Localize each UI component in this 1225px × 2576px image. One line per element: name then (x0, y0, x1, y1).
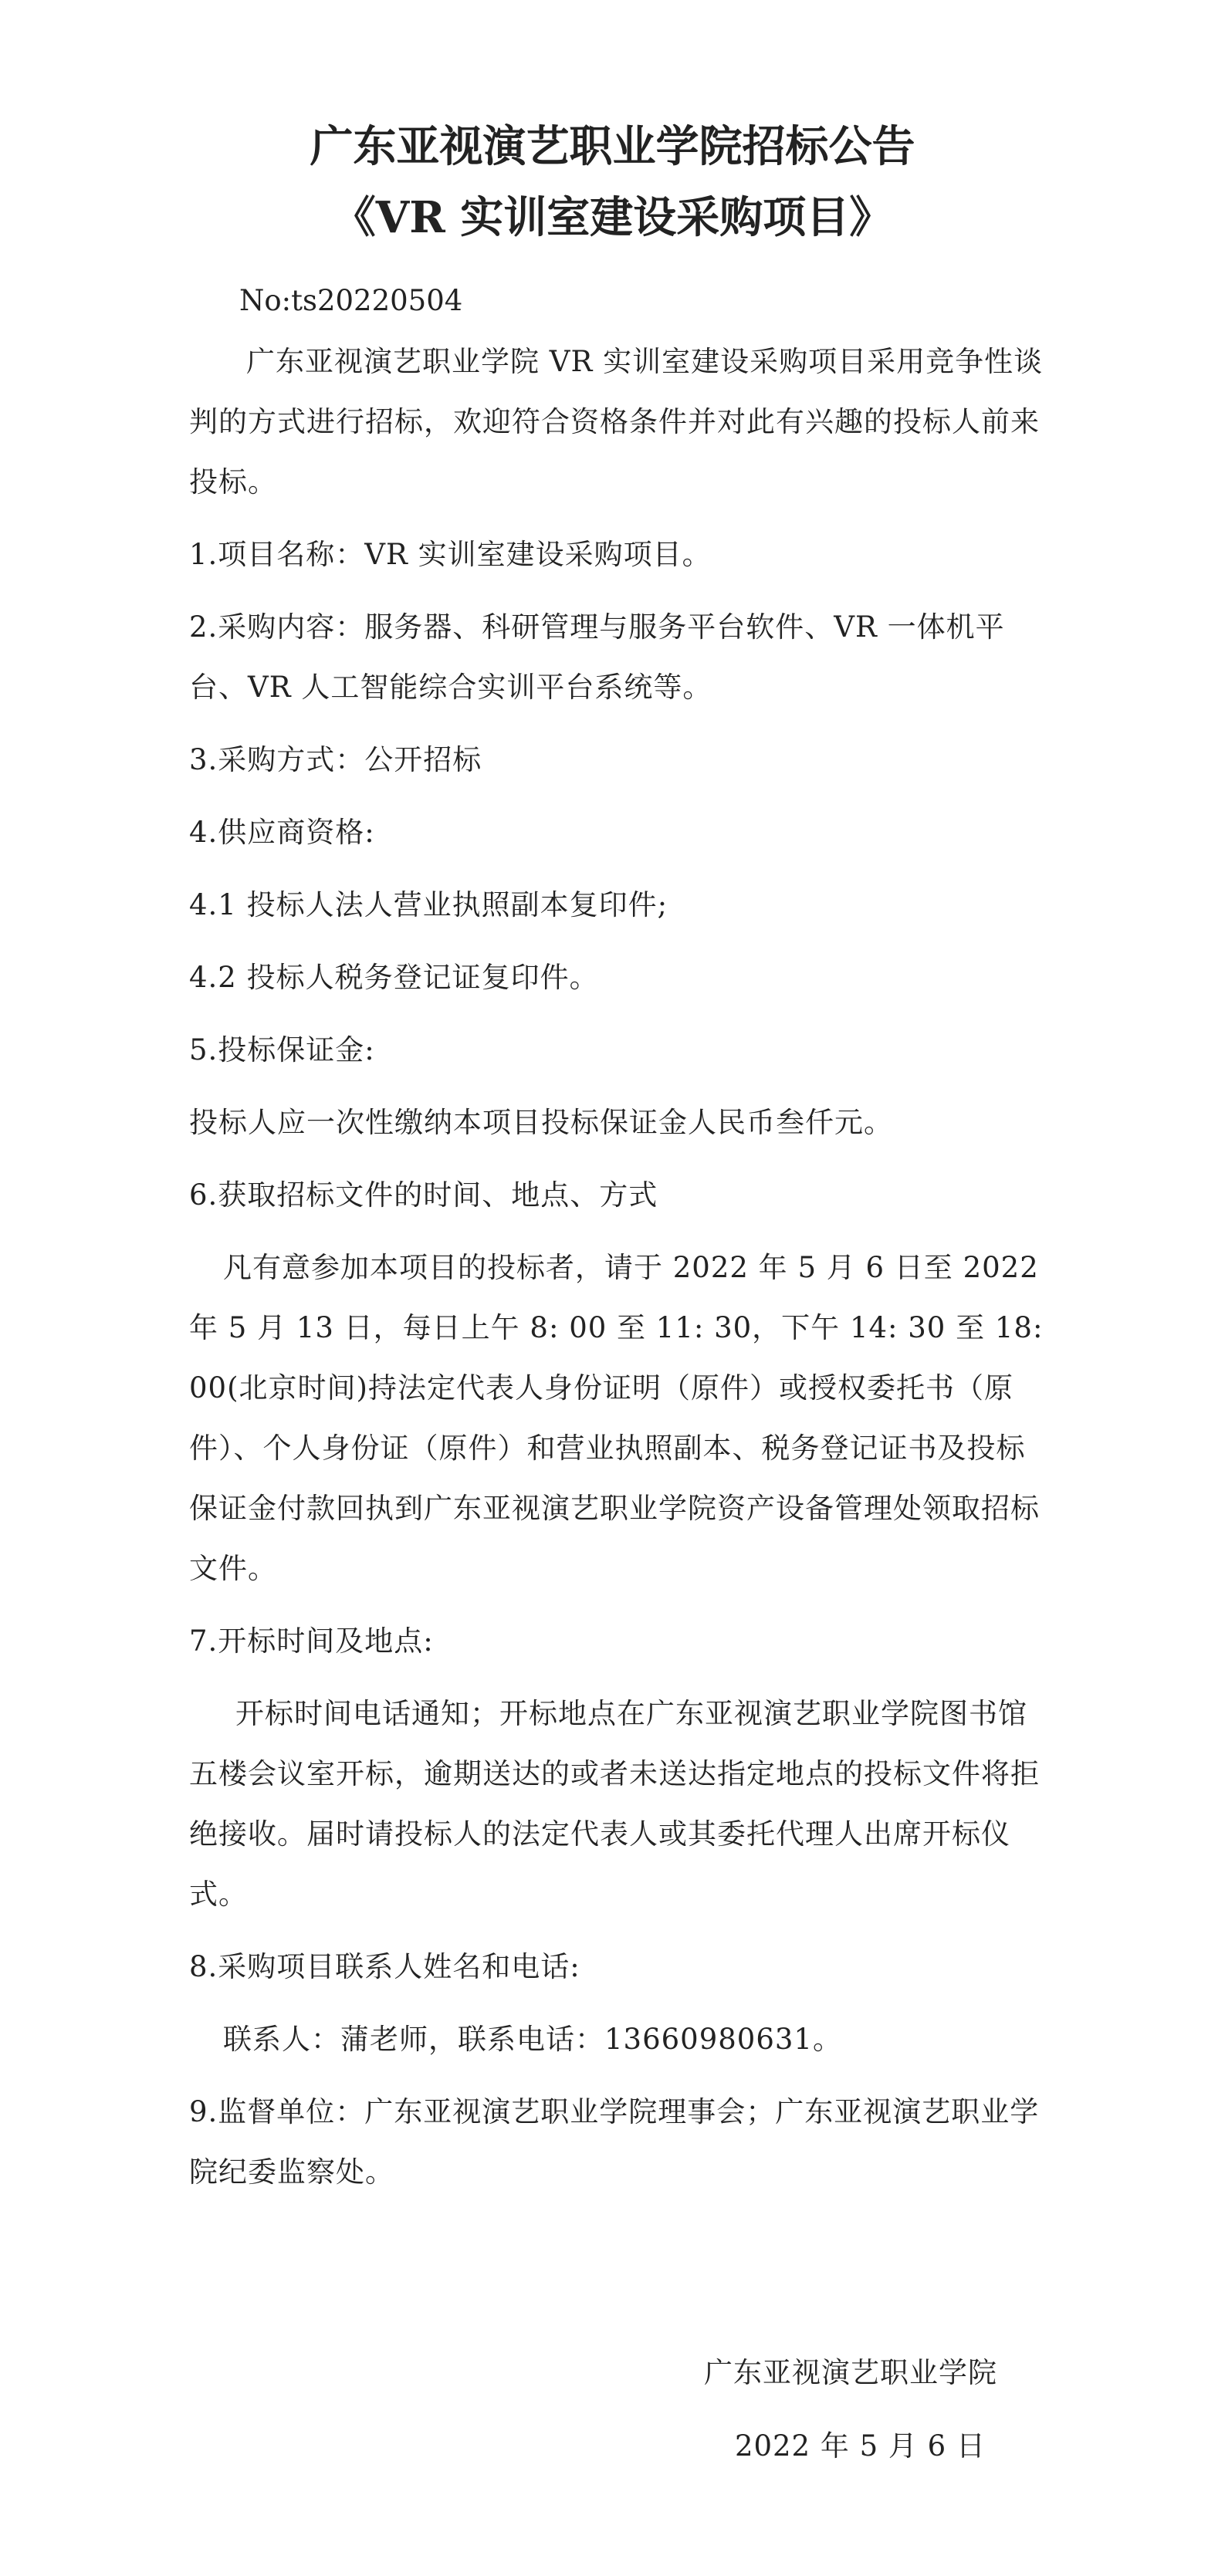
document-body (189, 332, 1046, 2202)
section-5-bid-bond: 5.投标保证金: (189, 1033, 375, 1067)
signature-date: 2022 年 5 月 6 日 (734, 2429, 986, 2463)
intro-paragraph: 广东亚视演艺职业学院 VR 实训室建设采购项目采用竞争性谈判的方式进行招标，欢迎符合资格条件并对此有兴趣的投标人前来投标。 (189, 345, 1044, 499)
document-number: No:ts20220504 (239, 284, 463, 317)
document-title: 广东亚视演艺职业学院招标公告 (310, 121, 915, 172)
section-4-2: 4.2 投标人税务登记证复印件。 (189, 961, 599, 994)
section-8-contact: 8.采购项目联系人姓名和电话: (189, 1950, 580, 1983)
section-7-opening-time-place: 7.开标时间及地点: (189, 1624, 434, 1658)
section-1-project-name: 1.项目名称：VR 实训室建设采购项目。 (189, 538, 712, 571)
signature-organization: 广东亚视演艺职业学院 (704, 2356, 997, 2389)
section-8-text: 联系人：蒲老师，联系电话：13660980631。 (223, 2023, 842, 2056)
section-4-supplier-qualification: 4.供应商资格: (189, 816, 375, 849)
section-5-text: 投标人应一次性缴纳本项目投标保证金人民币叁仟元。 (189, 1106, 893, 1139)
section-6-obtain-documents: 6.获取招标文件的时间、地点、方式 (189, 1178, 658, 1212)
section-6-text: 凡有意参加本项目的投标者，请于 2022 年 5 月 6 日至 2022 年 5 月 13 日，每日上午 8: 00 至 11: 30，下午 14: 30 至 18: 00(北京时间)持法定代表人身份证明（原件）或授权委托书（原件）、个人身份证（原件）和营业执照副本、税务登记证书及投标保证金付款回执到广东亚视演艺职业学院资产设备管理处领取招标文件。 (189, 1251, 1044, 1585)
section-2-procurement-content: 2.采购内容：服务器、科研管理与服务平台软件、VR 一体机平台、VR 人工智能综合实训平台系统等。 (189, 610, 1005, 704)
section-4-1: 4.1 投标人法人营业执照副本复印件; (189, 888, 668, 921)
section-7-text: 开标时间电话通知；开标地点在广东亚视演艺职业学院图书馆五楼会议室开标，逾期送达的或者未送达指定地点的投标文件将拒绝接收。届时请投标人的法定代表人或其委托代理人出席开标仪式。 (189, 1697, 1040, 1911)
section-3-procurement-method: 3.采购方式：公开招标 (189, 743, 482, 776)
section-9-supervision: 9.监督单位：广东亚视演艺职业学院理事会；广东亚视演艺职业学院纪委监察处。 (189, 2095, 1040, 2189)
document-subtitle: 《VR 实训室建设采购项目》 (332, 192, 893, 243)
